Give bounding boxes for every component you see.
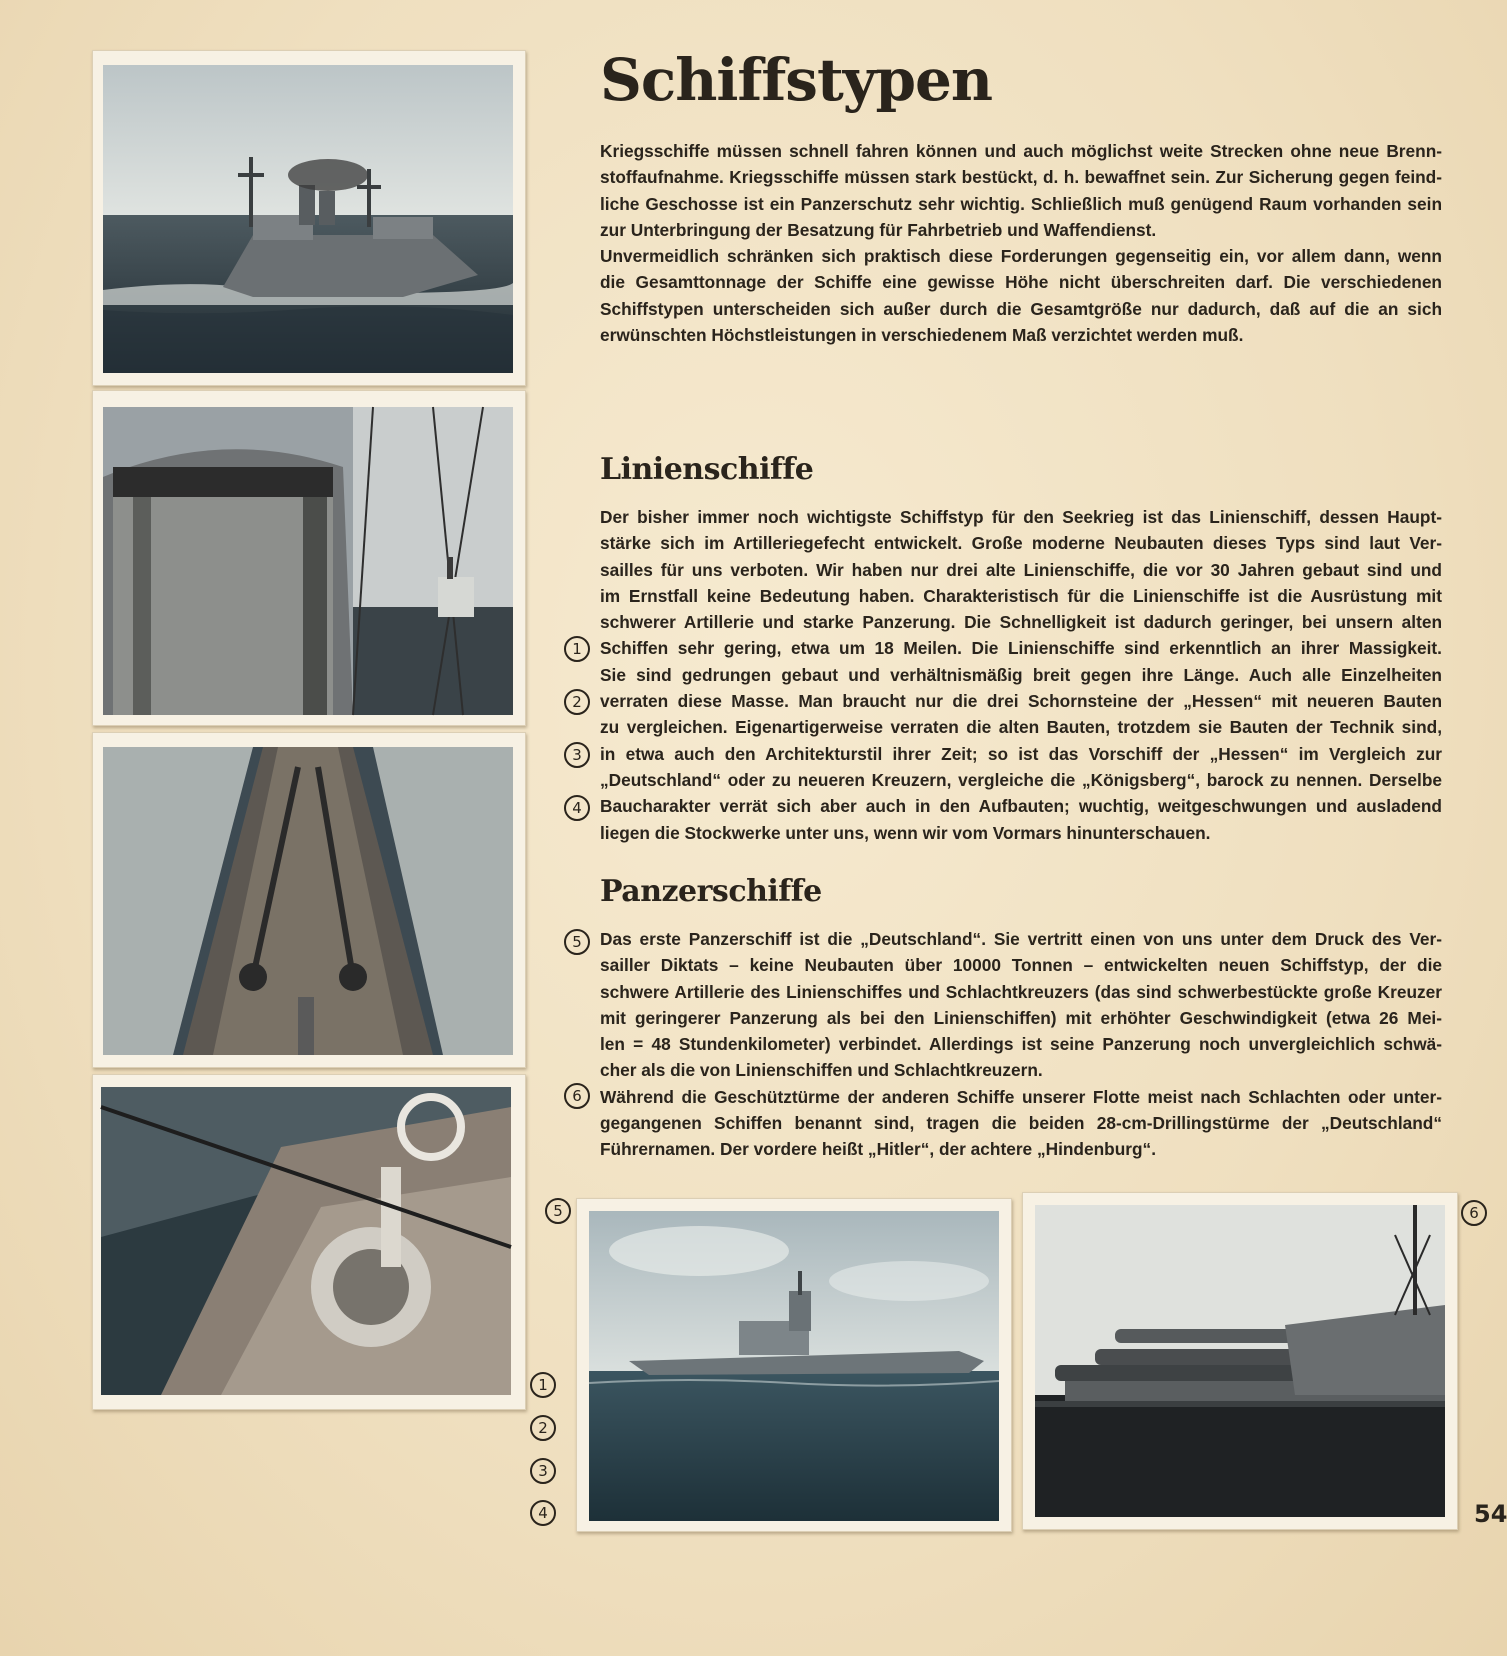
text-line: Der bisher immer noch wichtigste Schiffstyp für den Seekrieg ist das Linienschiff, dessen Haupt- xyxy=(600,507,1442,527)
page-title: Schiffstypen xyxy=(600,46,993,114)
photo-gun-mount xyxy=(101,1087,511,1395)
text-line: Das erste Panzerschiff ist die „Deutschland“. Sie vertritt einen von uns unter dem Druck des Ver- xyxy=(600,929,1442,949)
marker-6-photo: 6 xyxy=(1461,1200,1487,1226)
intro-line: liche Geschosse ist ein Panzerschutz sehr wichtig. Schließlich muß genügend Raum vorhanden sein xyxy=(600,193,1442,214)
text-line: verraten diese Masse. Man braucht nur die drei Schornsteine der „Hessen“ mit neueren Bauten xyxy=(600,691,1442,712)
intro-line: erwünschten Höchstleistungen in verschiedenem Maß verzichtet werden muß. xyxy=(600,325,1244,346)
panzerschiffe-paragraph xyxy=(600,926,1442,1163)
photo-battleship-at-sea xyxy=(103,65,513,373)
section-heading-panzerschiffe: Panzerschiffe xyxy=(600,874,822,909)
text-line: mit geringerer Panzerung als bei den Linienschiffen) mit erhöhter Geschwindigkeit (etwa 26 Mei- xyxy=(600,1007,1442,1028)
text-line: len = 48 Stundenkilometer) verbindet. Allerdings ist seine Panzerung noch unvergleichlich schwä- xyxy=(600,1034,1442,1055)
text-line: Führernamen. Der vordere heißt „Hitler“, der achtere „Hindenburg“. xyxy=(600,1139,1156,1160)
text-line: Schiffen sehr gering, etwa um 18 Meilen. Die Linienschiffe sind erkenntlich an ihrer Massigkeit. xyxy=(600,638,1442,659)
intro-line: stoffaufnahme. Kriegsschiffe müssen stark bestückt, d. h. bewaffnet sein. Zur Sicherung gegen feind- xyxy=(600,167,1442,188)
section-heading-linienschiffe: Linienschiffe xyxy=(600,452,814,487)
text-line: cher als die von Linienschiffen und Schlachtkreuzern. xyxy=(600,1060,1043,1081)
marker-1-photo: 1 xyxy=(530,1372,556,1398)
text-line: gegangenen Schiffen benannt sind, tragen die beiden 28-cm-Drillingstürme der „Deutschland“ xyxy=(600,1113,1442,1134)
text-line: Sie sind gedrungen gebaut und verhältnismäßig breit gegen ihre Länge. Auch alle Einzelheiten xyxy=(600,664,1442,685)
marker-2-photo: 2 xyxy=(530,1415,556,1441)
text-line: in etwa auch den Architekturstil ihrer Zeit; so ist das Vorschiff der „Hessen“ im Vergleich zur xyxy=(600,743,1442,764)
marker-3-text: 3 xyxy=(564,742,590,768)
page-number: 54 xyxy=(1474,1500,1507,1528)
marker-6-text: 6 xyxy=(564,1083,590,1109)
text-line: Während die Geschütztürme der anderen Schiffe unserer Flotte meist nach Schlachten oder unter- xyxy=(600,1086,1442,1107)
marker-4-text: 4 xyxy=(564,795,590,821)
text-line: schwere Artillerie des Linienschiffes und Schlachtkreuzers (das sind schwerbestückte große Kreuzer xyxy=(600,981,1442,1002)
intro-paragraph xyxy=(600,138,1442,348)
intro-line: Kriegsschiffe müssen schnell fahren können und auch möglichst weite Strecken ohne neue Brenn- xyxy=(600,141,1442,161)
intro-line: Schiffstypen unterscheiden sich außer durch die Gesamtgröße nur dadurch, daß auf die an sich xyxy=(600,298,1442,319)
photo-28cm-triple-turret xyxy=(1035,1205,1445,1517)
intro-line: zur Unterbringung der Besatzung für Fahrbetrieb und Waffendienst. xyxy=(600,219,1157,240)
photo-card-battleship-sea xyxy=(92,50,526,386)
photo-card-gun-turret xyxy=(1022,1192,1458,1530)
marker-1-text: 1 xyxy=(564,636,590,662)
photo-card-deck-wake xyxy=(92,732,526,1068)
text-line: Baucharakter verrät sich aber auch in den Aufbauten; wuchtig, weitgeschwungen und ausladend xyxy=(600,796,1442,817)
photo-ship-funnel xyxy=(103,407,513,715)
photo-deck-in-wake xyxy=(103,747,513,1055)
text-line: zu vergleichen. Eigenartigerweise verraten die alten Bauten, trotzdem sie Bauten der Technik sind, xyxy=(600,717,1442,738)
text-line: sailler Diktats – keine Neubauten über 10000 Tonnen – entwickelten neuen Schiffstyp, der die xyxy=(600,955,1442,976)
text-line: schwerer Artillerie und starke Panzerung. Die Schnelligkeit ist dadurch geringer, bei unsern alten xyxy=(600,612,1442,633)
text-line: stärke sich im Artilleriegefecht entwickelt. Große moderne Neubauten dieses Typs sind laut Ver- xyxy=(600,533,1442,554)
marker-4-photo: 4 xyxy=(530,1500,556,1526)
photo-panzerschiff-deutschland xyxy=(589,1211,999,1521)
marker-5-text: 5 xyxy=(564,929,590,955)
text-line: sailles für uns verboten. Wir haben nur drei alte Linienschiffe, die vor 30 Jahren gebaut sind und xyxy=(600,559,1442,580)
text-line: liegen die Stockwerke unter uns, wenn wir vom Vormars hinunterschauen. xyxy=(600,822,1211,843)
linienschiffe-paragraph xyxy=(600,504,1442,846)
marker-2-text: 2 xyxy=(564,689,590,715)
photo-card-deutschland xyxy=(576,1198,1012,1532)
photo-card-funnel xyxy=(92,390,526,726)
photo-card-gun-mount xyxy=(92,1074,526,1410)
marker-3-photo: 3 xyxy=(530,1458,556,1484)
marker-5-photo: 5 xyxy=(545,1198,571,1224)
text-line: „Deutschland“ oder zu neueren Kreuzern, vergleiche die „Königsberg“, barock zu nennen. Derselbe xyxy=(600,769,1442,790)
text-line: im Ernstfall keine Bedeutung haben. Charakteristisch für die Linienschiffe ist die Ausrüstung mit xyxy=(600,585,1442,606)
intro-line: Unvermeidlich schränken sich praktisch diese Forderungen gegenseitig ein, vor allem dann, wenn xyxy=(600,246,1442,267)
intro-line: die Gesamttonnage der Schiffe eine gewisse Höhe nicht überschreiten darf. Die verschiedenen xyxy=(600,272,1442,293)
